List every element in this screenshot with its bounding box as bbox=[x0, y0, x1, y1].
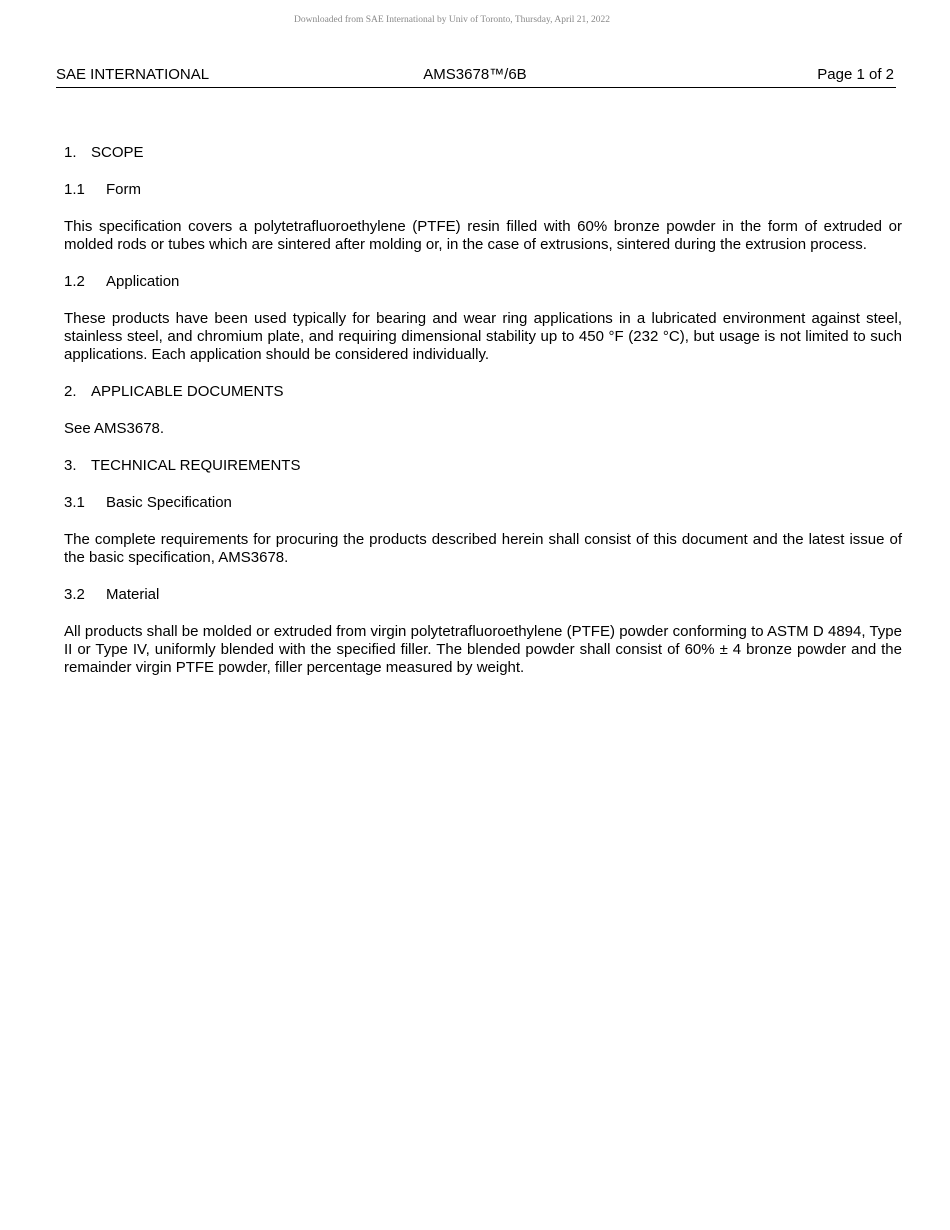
section-title: APPLICABLE DOCUMENTS bbox=[91, 383, 284, 400]
download-watermark: Downloaded from SAE International by Univ of Toronto, Thursday, April 21, 2022 bbox=[293, 15, 611, 25]
section-title: SCOPE bbox=[91, 144, 144, 161]
paragraph-applicable-documents: See AMS3678. bbox=[64, 420, 165, 437]
section-heading-scope bbox=[64, 144, 902, 162]
section-heading-form bbox=[64, 181, 902, 199]
section-heading-basic-specification bbox=[64, 494, 902, 512]
section-heading-technical-requirements bbox=[64, 457, 902, 475]
section-heading-applicable-documents bbox=[64, 383, 902, 401]
paragraph-basic-specification: The complete requirements for procuring the products described herein shall consist of this document and the latest issue of the basic specification, AMS3678. bbox=[64, 531, 902, 566]
header-page-indicator: Page 1 of 2 bbox=[817, 66, 894, 83]
paragraph-form: This specification covers a polytetrafluoroethylene (PTFE) resin filled with 60% bronze powder in the form of extruded or molded rods or tubes which are sintered after molding or, in the case of extrusions, sintered during the extrusion process. bbox=[64, 218, 902, 253]
section-number: 3. bbox=[64, 457, 77, 474]
section-title: Application bbox=[106, 273, 180, 290]
section-heading-application bbox=[64, 273, 902, 291]
section-number: 1.1 bbox=[64, 181, 85, 198]
section-title: Basic Specification bbox=[106, 494, 232, 511]
section-number: 2. bbox=[64, 383, 77, 400]
section-number: 3.2 bbox=[64, 586, 85, 603]
section-number: 3.1 bbox=[64, 494, 85, 511]
page-header bbox=[56, 66, 896, 88]
section-number: 1. bbox=[64, 144, 77, 161]
section-number: 1.2 bbox=[64, 273, 85, 290]
paragraph-application: These products have been used typically for bearing and wear ring applications in a lubricated environment against steel, stainless steel, and chromium plate, and requiring dimensional stability up to 450 °F (232 °C), but usage is not limited to such applications. Each application should be considered individually. bbox=[64, 310, 902, 363]
document-body bbox=[64, 144, 902, 696]
section-heading-material bbox=[64, 586, 902, 604]
section-title: Form bbox=[106, 181, 141, 198]
paragraph-material: All products shall be molded or extruded from virgin polytetrafluoroethylene (PTFE) powder conforming to ASTM D 4894, Type II or Type IV, uniformly blended with the specified filler. The blended powder shall consist of 60% ± 4 bronze powder and the remainder virgin PTFE powder, filler percentage measured by weight. bbox=[64, 623, 902, 676]
section-title: Material bbox=[106, 586, 160, 603]
header-organization: SAE INTERNATIONAL bbox=[56, 66, 210, 83]
section-title: TECHNICAL REQUIREMENTS bbox=[91, 457, 301, 474]
header-document-number: AMS3678™/6B bbox=[423, 66, 527, 83]
